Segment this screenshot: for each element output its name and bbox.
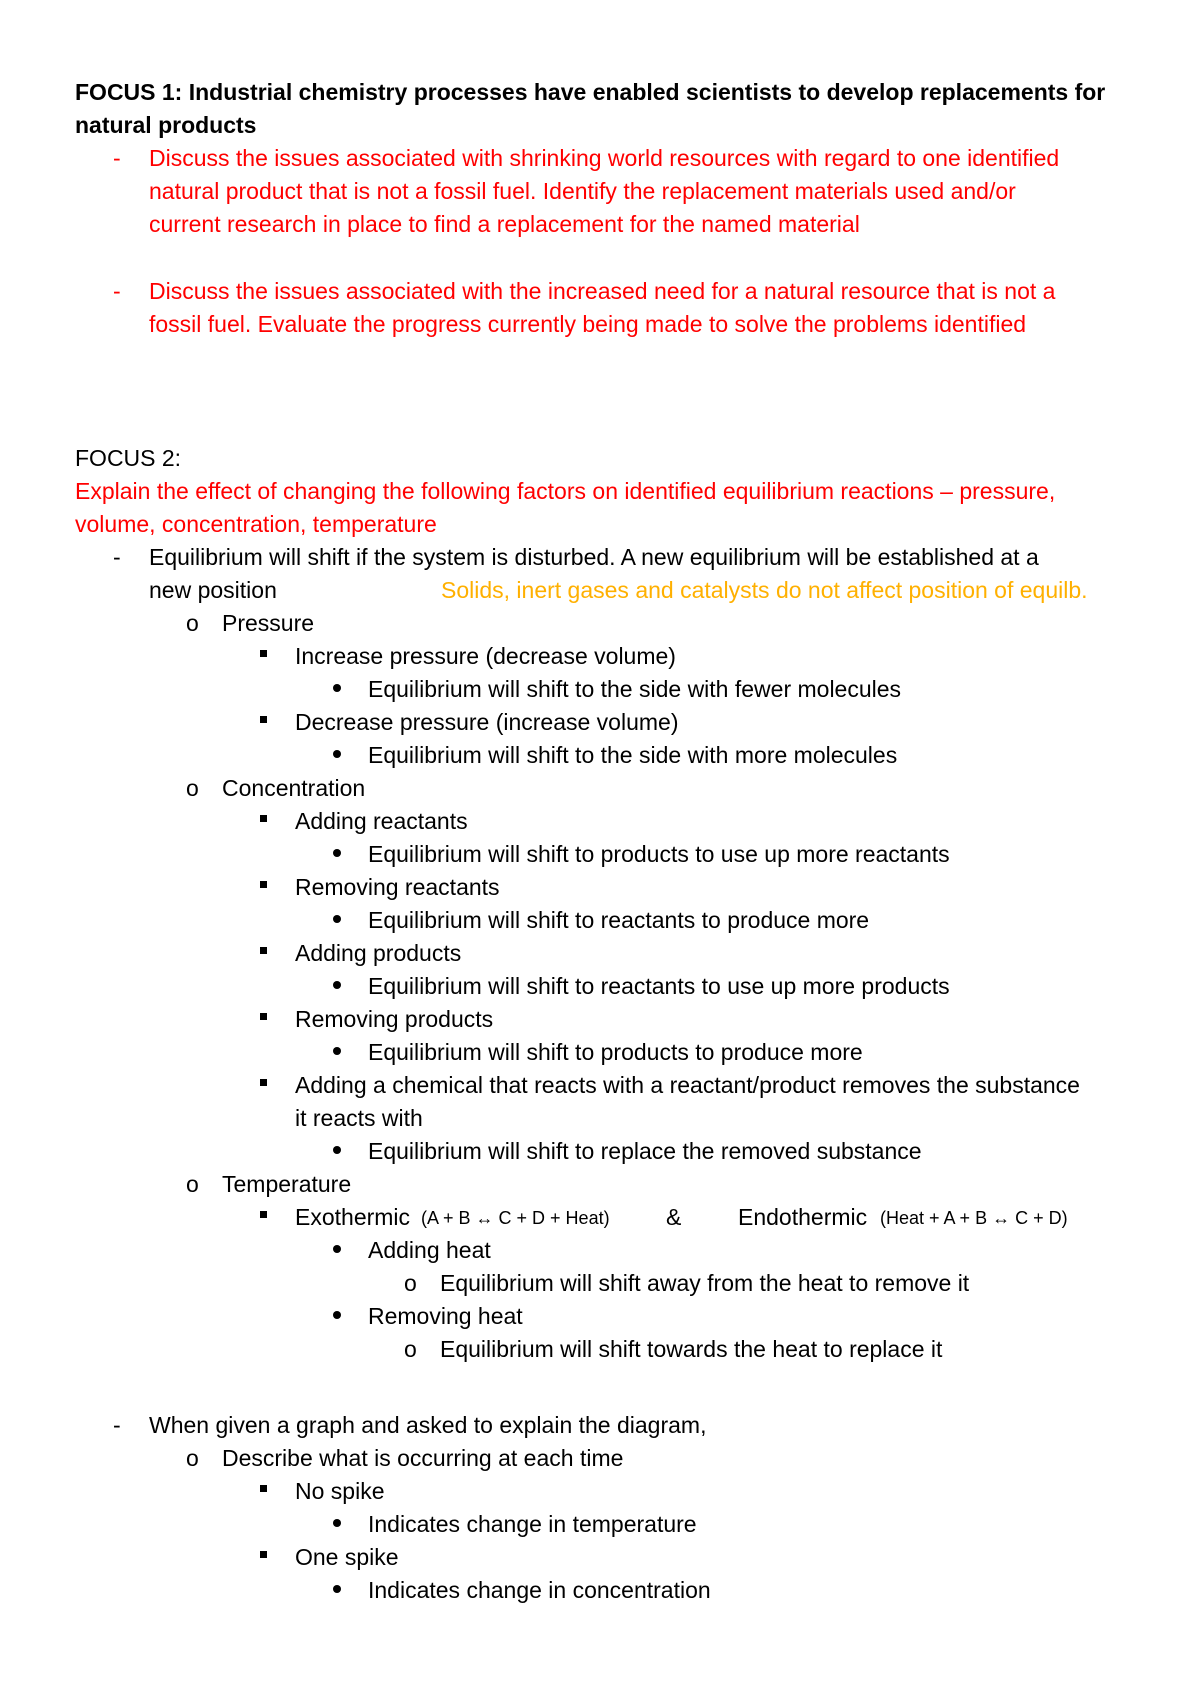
square-bullet-icon [260, 947, 267, 954]
focus1-title-line2: natural products [75, 112, 257, 138]
round-bullet-icon [333, 1047, 341, 1055]
one-spike-effect: Indicates change in concentration [368, 1577, 711, 1603]
pressure-decrease-effect: Equilibrium will shift to the side with more molecules [368, 742, 898, 768]
endothermic-equation: (Heat + A + B ↔ C + D) [880, 1208, 1068, 1228]
o-marker: o [186, 775, 199, 801]
adding-heat-effect: Equilibrium will shift away from the heat to remove it [440, 1270, 970, 1296]
removing-heat-effect: Equilibrium will shift towards the heat to replace it [440, 1336, 943, 1362]
round-bullet-icon [333, 849, 341, 857]
round-bullet-icon [333, 1146, 341, 1154]
focus1-item1-line1: Discuss the issues associated with shrinking world resources with regard to one identified [149, 145, 1060, 171]
focus1-item2-line1: Discuss the issues associated with the increased need for a natural resource that is not a [149, 278, 1056, 304]
focus2-title: FOCUS 2: [75, 445, 182, 471]
square-bullet-icon [260, 650, 267, 657]
temperature-label: Temperature [222, 1171, 352, 1197]
focus2-intro-line1: Explain the effect of changing the following factors on identified equilibrium reactions – pressure, [75, 478, 1056, 504]
pressure-increase-effect: Equilibrium will shift to the side with fewer molecules [368, 676, 902, 702]
focus1-item1-line2: natural product that is not a fossil fuel. Identify the replacement materials used and/or [149, 178, 1016, 204]
pressure-decrease: Decrease pressure (increase volume) [295, 709, 679, 735]
adding-reactants: Adding reactants [295, 808, 468, 834]
round-bullet-icon [333, 1245, 341, 1253]
o-marker: o [186, 610, 199, 636]
round-bullet-icon [333, 915, 341, 923]
exothermic-label: Exothermic [295, 1204, 411, 1230]
square-bullet-icon [260, 1013, 267, 1020]
adding-products: Adding products [295, 940, 462, 966]
o-marker: o [186, 1171, 199, 1197]
adding-reactants-effect: Equilibrium will shift to products to use up more reactants [368, 841, 950, 867]
round-bullet-icon [333, 981, 341, 989]
one-spike: One spike [295, 1544, 399, 1570]
endothermic-label: Endothermic [738, 1204, 868, 1230]
round-bullet-icon [333, 684, 341, 692]
square-bullet-icon [260, 881, 267, 888]
square-bullet-icon [260, 716, 267, 723]
round-bullet-icon [333, 1311, 341, 1319]
removing-reactants: Removing reactants [295, 874, 500, 900]
dash-marker: - [113, 1412, 121, 1438]
graph-intro: When given a graph and asked to explain the diagram, [149, 1412, 707, 1438]
o-marker: o [404, 1336, 417, 1362]
focus1-title-line1: FOCUS 1: Industrial chemistry processes have enabled scientists to develop replacements for [75, 79, 1106, 105]
adding-chemical-effect: Equilibrium will shift to replace the removed substance [368, 1138, 922, 1164]
focus1-item2-line2: fossil fuel. Evaluate the progress currently being made to solve the problems identified [149, 311, 1027, 337]
adding-products-effect: Equilibrium will shift to reactants to use up more products [368, 973, 950, 999]
square-bullet-icon [260, 1485, 267, 1492]
dash-marker: - [113, 145, 121, 171]
graph-describe: Describe what is occurring at each time [222, 1445, 624, 1471]
square-bullet-icon [260, 1551, 267, 1558]
pressure-increase: Increase pressure (decrease volume) [295, 643, 676, 669]
no-spike-effect: Indicates change in temperature [368, 1511, 697, 1537]
dash-marker: - [113, 544, 121, 570]
square-bullet-icon [260, 1079, 267, 1086]
removing-heat: Removing heat [368, 1303, 523, 1329]
adding-chemical-line2: it reacts with [295, 1105, 423, 1131]
focus1-item1-line3: current research in place to find a replacement for the named material [149, 211, 860, 237]
ampersand: & [666, 1204, 682, 1230]
removing-products: Removing products [295, 1006, 494, 1032]
removing-products-effect: Equilibrium will shift to products to produce more [368, 1039, 863, 1065]
no-spike: No spike [295, 1478, 385, 1504]
round-bullet-icon [333, 1585, 341, 1593]
removing-reactants-effect: Equilibrium will shift to reactants to produce more [368, 907, 870, 933]
round-bullet-icon [333, 750, 341, 758]
pressure-label: Pressure [222, 610, 315, 636]
adding-heat: Adding heat [368, 1237, 491, 1263]
shift-line2: new position [149, 577, 277, 603]
concentration-label: Concentration [222, 775, 366, 801]
exothermic-equation: (A + B ↔ C + D + Heat) [421, 1208, 610, 1228]
o-marker: o [186, 1445, 199, 1471]
round-bullet-icon [333, 1519, 341, 1527]
note-text: Solids, inert gases and catalysts do not affect position of equilb. [441, 577, 1088, 603]
shift-line1: Equilibrium will shift if the system is disturbed. A new equilibrium will be established at a [149, 544, 1039, 570]
focus2-intro-line2: volume, concentration, temperature [75, 511, 437, 537]
square-bullet-icon [260, 815, 267, 822]
o-marker: o [404, 1270, 417, 1296]
square-bullet-icon [260, 1211, 267, 1218]
dash-marker: - [113, 278, 121, 304]
adding-chemical-line1: Adding a chemical that reacts with a reactant/product removes the substance [295, 1072, 1080, 1098]
